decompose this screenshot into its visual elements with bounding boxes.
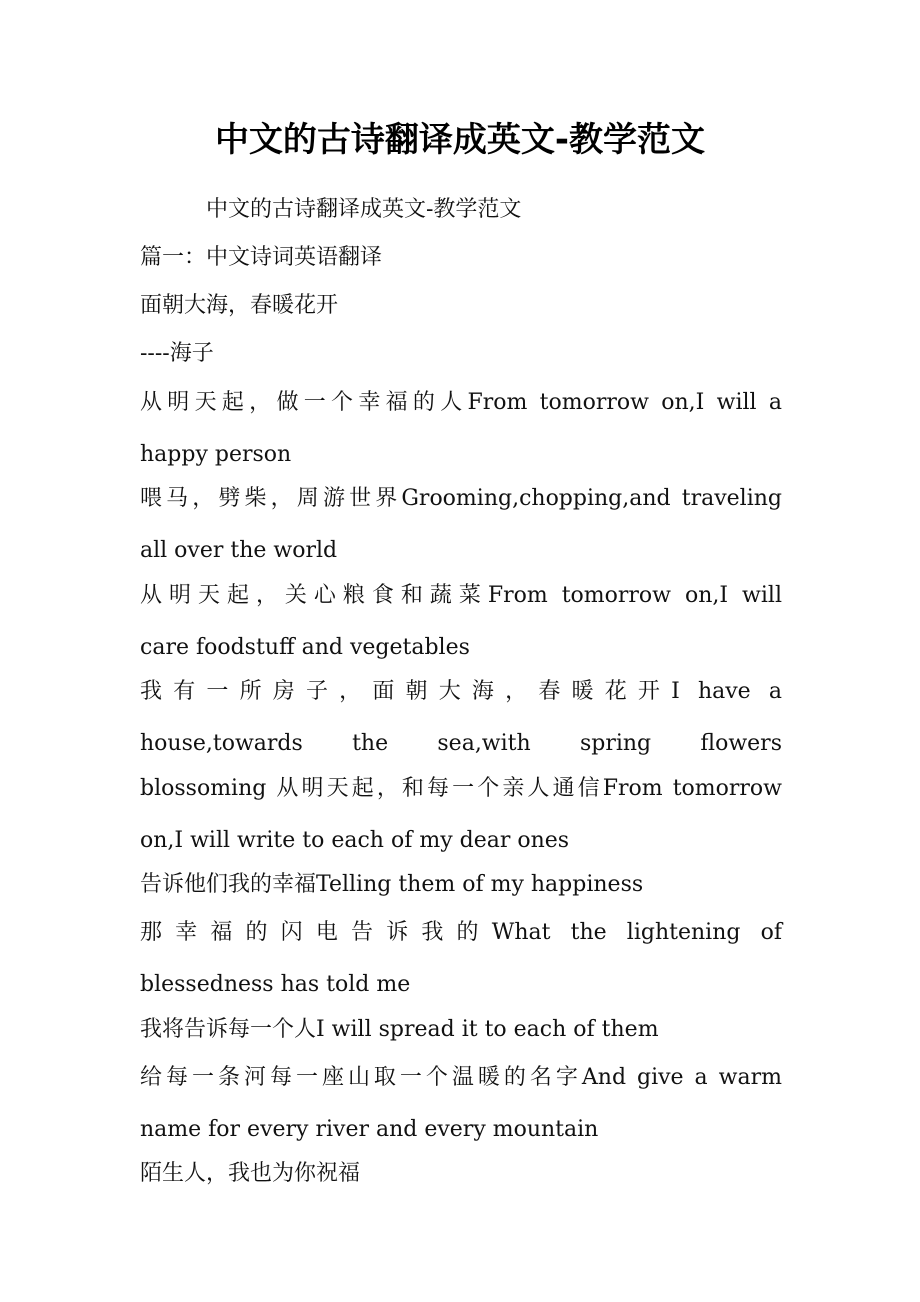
poem-author: ----海子 bbox=[140, 341, 214, 366]
poem-line-1: 从明天起，做一个幸福的人From tomorrow on,I will a bbox=[140, 390, 782, 415]
poem-line-9-cont: name for every river and every mountain bbox=[140, 1117, 599, 1142]
poem-title: 面朝大海，春暖花开 bbox=[140, 293, 339, 318]
document-title: 中文的古诗翻译成英文-教学范文 bbox=[214, 120, 706, 160]
poem-line-1-cont: happy person bbox=[140, 442, 292, 467]
poem-line-7: 那幸福的闪电告诉我的What the lightening of bbox=[140, 920, 782, 945]
poem-line-10: 陌生人，我也为你祝福 bbox=[140, 1161, 361, 1186]
poem-line-9: 给每一条河每一座山取一个温暖的名字And give a warm bbox=[140, 1065, 782, 1090]
poem-line-4-cont: house,towards the sea,with spring flowers bbox=[140, 731, 782, 756]
poem-line-2-cont: all over the world bbox=[140, 538, 338, 563]
subtitle: 中文的古诗翻译成英文-教学范文 bbox=[206, 197, 522, 222]
poem-line-5: blossoming 从明天起，和每一个亲人通信From tomorrow bbox=[140, 776, 782, 801]
poem-line-4: 我有一所房子，面朝大海，春暖花开I have a bbox=[140, 679, 782, 704]
poem-line-5-cont: on,I will write to each of my dear ones bbox=[140, 828, 570, 853]
poem-line-2: 喂马，劈柴，周游世界Grooming,chopping,and traveling bbox=[140, 486, 782, 511]
poem-line-8: 我将告诉每一个人I will spread it to each of them bbox=[140, 1017, 659, 1042]
poem-line-7-cont: blessedness has told me bbox=[140, 972, 411, 997]
poem-line-3-cont: care foodstuff and vegetables bbox=[140, 635, 470, 660]
poem-line-3: 从明天起，关心粮食和蔬菜From tomorrow on,I will bbox=[140, 583, 782, 608]
section-heading: 篇一：中文诗词英语翻译 bbox=[140, 245, 383, 270]
poem-line-6: 告诉他们我的幸福Telling them of my happiness bbox=[140, 872, 644, 897]
